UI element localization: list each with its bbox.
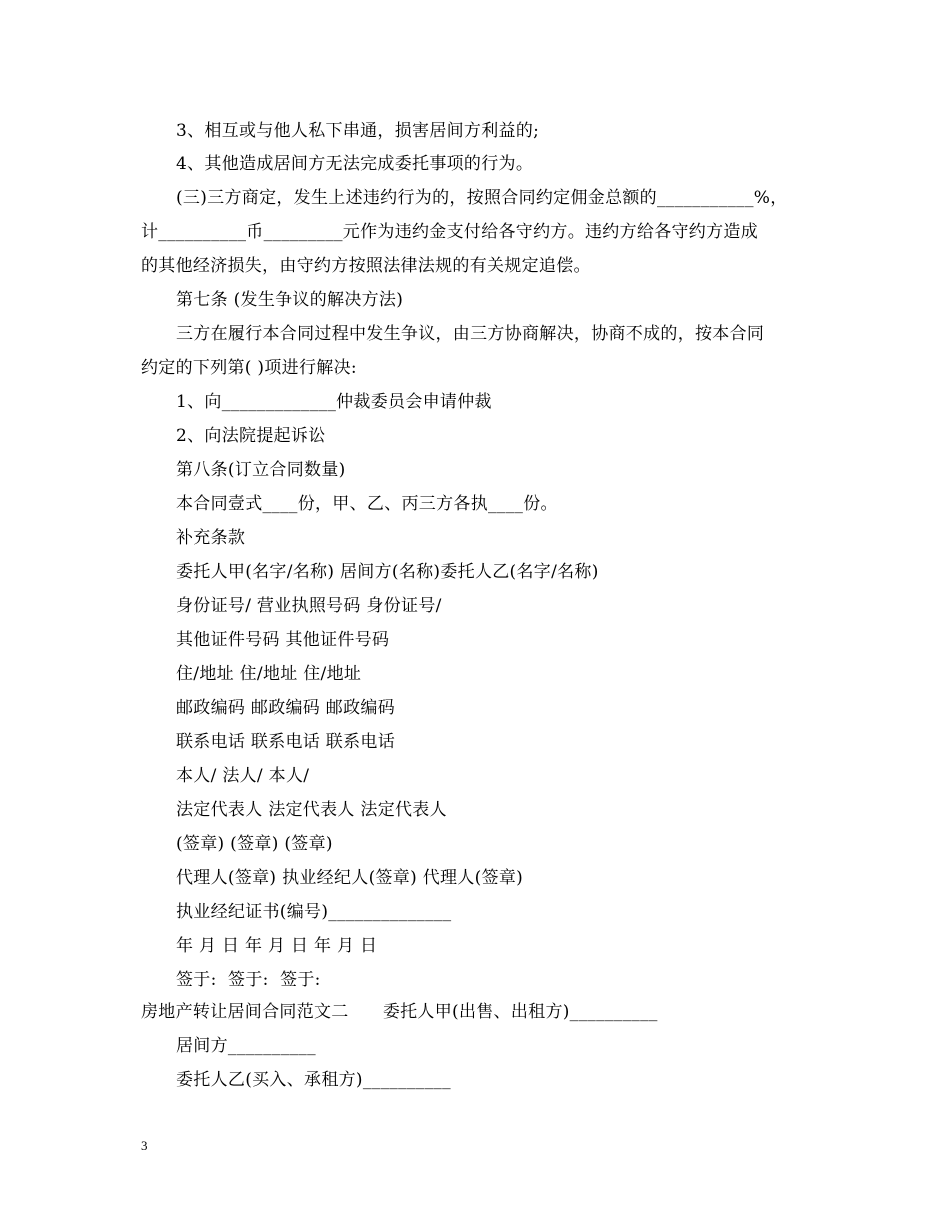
article-7-heading: 第七条 (发生争议的解决方法) — [176, 290, 404, 310]
text-line-25: 年 月 日 年 月 日 年 月 日 — [176, 936, 378, 956]
page-number: 3 — [141, 1138, 148, 1153]
text-line-20: 本人/ 法人/ 本人/ — [176, 766, 310, 786]
text-line-23: 代理人(签章) 执业经纪人(签章) 代理人(签章) — [176, 868, 524, 888]
text-line-5: 的其他经济损失，由守约方按照法律法规的有关规定追偿。 — [141, 256, 591, 276]
text-line-21: 法定代表人 法定代表人 法定代表人 — [176, 800, 447, 820]
text-line-3: (三)三方商定，发生上述违约行为的，按照合同约定佣金总额的___________%， — [176, 188, 788, 208]
text-line-16: 其他证件号码 其他证件号码 — [176, 630, 390, 650]
text-line-4: 计__________币_________元作为违约金支付给各守约方。违约方给各守约方造成 — [141, 222, 758, 242]
text-line-2: 4、其他造成居间方无法完成委托事项的行为。 — [176, 154, 534, 174]
article-8-heading: 第八条(订立合同数量) — [176, 460, 346, 480]
text-line-19: 联系电话 联系电话 联系电话 — [176, 732, 396, 752]
text-line-27: 房地产转让居间合同范文二 委托人甲(出售、出租方)__________ — [141, 1002, 658, 1022]
text-line-28: 居间方__________ — [176, 1036, 316, 1056]
text-line-12: 本合同壹式____份，甲、乙、丙三方各执____份。 — [176, 494, 558, 514]
text-line-15: 身份证号/ 营业执照号码 身份证号/ — [176, 596, 442, 616]
text-line-1: 3、相互或与他人私下串通，损害居间方利益的; — [176, 121, 540, 141]
text-line-26: 签于: 签于: 签于: — [176, 970, 321, 990]
text-line-10: 2、向法院提起诉讼 — [176, 426, 326, 446]
text-line-18: 邮政编码 邮政编码 邮政编码 — [176, 698, 396, 718]
text-line-14: 委托人甲(名字/名称) 居间方(名称)委托人乙(名字/名称) — [176, 562, 599, 582]
text-line-17: 住/地址 住/地址 住/地址 — [176, 664, 362, 684]
text-line-24: 执业经纪证书(编号)______________ — [176, 902, 452, 922]
text-line-7: 三方在履行本合同过程中发生争议，由三方协商解决，协商不成的，按本合同 — [176, 324, 765, 344]
text-line-8: 约定的下列第( )项进行解决: — [141, 358, 357, 378]
text-line-9: 1、向_____________仲裁委员会申请仲裁 — [176, 392, 492, 412]
supplementary-heading: 补充条款 — [176, 528, 246, 548]
text-line-29: 委托人乙(买入、承租方)__________ — [176, 1070, 451, 1090]
text-line-22: (签章) (签章) (签章) — [176, 834, 333, 854]
